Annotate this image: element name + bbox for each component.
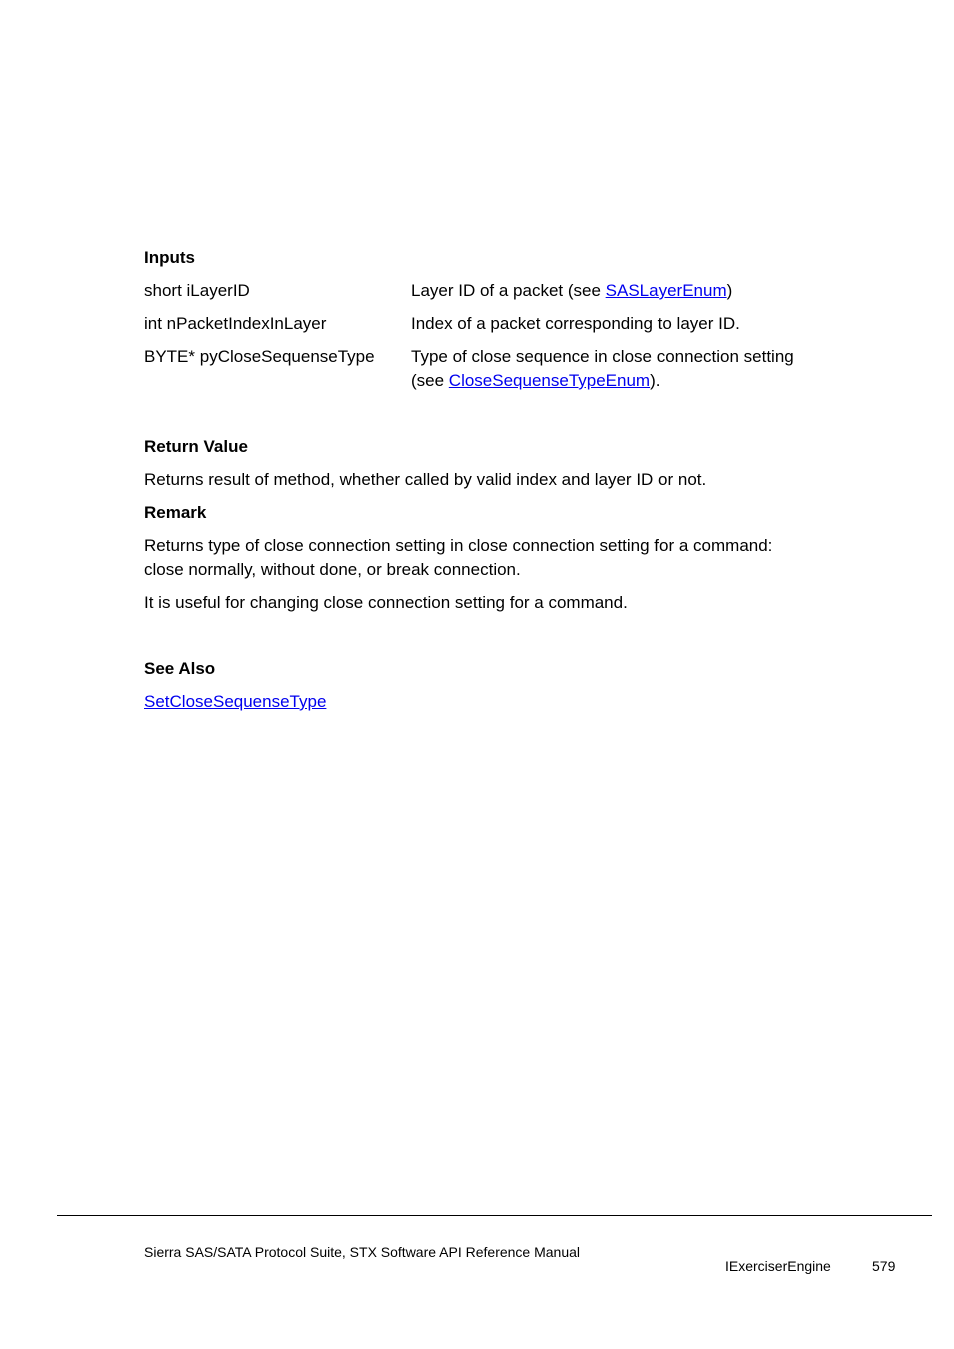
remark-paragraph-1-line2: close normally, without done, or break connection. <box>144 560 521 579</box>
footer-manual-title: Sierra SAS/SATA Protocol Suite, STX Software API Reference Manual <box>144 1244 581 1260</box>
remark-paragraph-2: It is useful for changing close connection setting for a command. <box>144 593 628 612</box>
param-desc-suffix: ) <box>726 281 733 300</box>
param-name-pyclosesequensetype: BYTE* pyCloseSequenseType <box>144 347 375 366</box>
footer-section-name: IExerciserEngine <box>725 1258 831 1274</box>
param-desc-suffix: ). <box>650 371 661 390</box>
remark-heading: Remark <box>144 503 207 522</box>
return-value-heading: Return Value <box>144 437 248 456</box>
remark-paragraph-1 <box>144 534 834 582</box>
footer-divider <box>57 1215 932 1216</box>
param-desc-prefix: Layer ID of a packet (see <box>411 281 606 300</box>
see-also-links <box>144 690 834 714</box>
param-desc-line1: Type of close sequence in close connection setting <box>411 347 794 366</box>
closesequensetypeenum-link[interactable]: CloseSequenseTypeEnum <box>448 371 651 390</box>
param-desc-ilayerid <box>411 279 831 303</box>
param-name-npacketindexinlayer: int nPacketIndexInLayer <box>144 314 327 333</box>
footer-page-number: 579 <box>872 1258 896 1274</box>
inputs-heading: Inputs <box>144 248 195 267</box>
remark-paragraph-1-line1: Returns type of close connection setting in close connection setting for a command: <box>144 536 773 555</box>
return-value-text: Returns result of method, whether called by valid index and layer ID or not. <box>144 470 707 489</box>
param-desc-npacketindexinlayer: Index of a packet corresponding to layer ID. <box>411 314 740 333</box>
param-name-ilayerid: short iLayerID <box>144 281 250 300</box>
setclosesequensetype-link[interactable]: SetCloseSequenseType <box>144 692 327 711</box>
param-desc-prefix: (see <box>411 371 449 390</box>
param-desc-line2 <box>411 369 831 393</box>
see-also-heading: See Also <box>144 659 216 678</box>
saslayerenum-link[interactable]: SASLayerEnum <box>605 281 727 300</box>
param-desc-pyclosesequensetype <box>411 345 831 393</box>
